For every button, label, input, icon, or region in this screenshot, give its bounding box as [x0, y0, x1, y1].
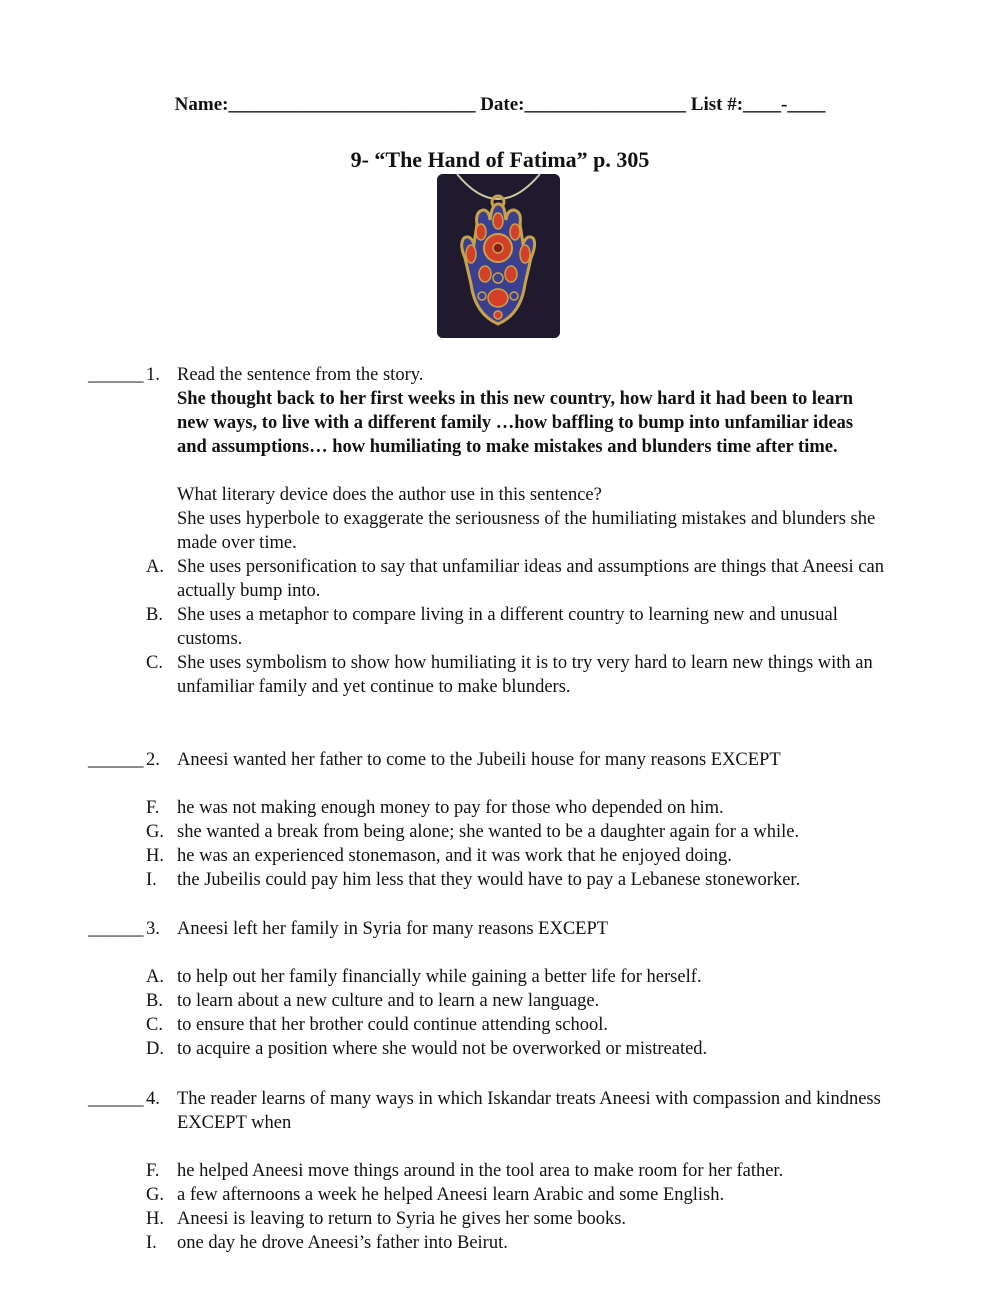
question-text-1: What literary device does the author use in this sentence?: [177, 485, 602, 505]
choice-letter: A.: [146, 557, 164, 577]
choice-text: she wanted a break from being alone; she wanted to be a daughter again for a while.: [177, 822, 800, 842]
question-number-2: 2.: [146, 750, 160, 770]
choice-letter: B.: [146, 991, 163, 1011]
choice-text: She uses symbolism to show how humiliating it is to try very hard to learn new things with an unfamiliar family and yet continue to make blunders.: [177, 653, 873, 697]
choice-2i[interactable]: [146, 868, 887, 892]
choice-letter: H.: [146, 846, 164, 866]
choice-4i[interactable]: [146, 1231, 887, 1255]
choice-letter: G.: [146, 822, 164, 842]
answer-blank-4[interactable]: ______: [88, 1089, 144, 1109]
question-prompt-1: Read the sentence from the story.: [177, 365, 424, 385]
story-quote: She thought back to her first weeks in this new country, how hard it had been to learn new ways, to live with a different family …how baffling to bump into unfamiliar ideas and assumptions… how humiliating to make mistakes and blunders time after time.: [177, 389, 854, 457]
choice-2g[interactable]: [146, 820, 887, 844]
choice-letter: F.: [146, 798, 160, 818]
answer-blank-1[interactable]: ______: [88, 365, 144, 385]
choice-text: a few afternoons a week he helped Aneesi learn Arabic and some English.: [177, 1185, 725, 1205]
choice-text: to ensure that her brother could continue attending school.: [177, 1015, 609, 1035]
choice-unlabeled: She uses hyperbole to exaggerate the seriousness of the humiliating mistakes and blunders she made over time.: [177, 509, 876, 553]
question-prompt-3: Aneesi left her family in Syria for many reasons EXCEPT: [177, 919, 609, 939]
choice-text: he was an experienced stonemason, and it was work that he enjoyed doing.: [177, 846, 732, 866]
page-title: 9- “The Hand of Fatima” p. 305: [350, 147, 650, 172]
choice-text: to acquire a position where she would not be overworked or mistreated.: [177, 1039, 708, 1059]
answer-blank-3[interactable]: ______: [88, 919, 144, 939]
answer-blank-2[interactable]: ______: [88, 750, 144, 770]
choice-1c[interactable]: [146, 651, 887, 699]
hamsa-pendant-image: [437, 174, 560, 338]
worksheet-header: [0, 94, 1000, 116]
choice-text: She uses a metaphor to compare living in a different country to learning new and unusual customs.: [177, 605, 838, 649]
choice-letter: B.: [146, 605, 163, 625]
choice-4f[interactable]: [146, 1159, 887, 1183]
choice-text: She uses personification to say that unfamiliar ideas and assumptions are things that Aneesi can actually bump into.: [177, 557, 884, 601]
question-3: [88, 917, 888, 1061]
choice-letter: I.: [146, 870, 157, 890]
choice-2h[interactable]: [146, 844, 887, 868]
question-2: [88, 748, 888, 892]
question-4: [88, 1087, 888, 1255]
choice-letter: G.: [146, 1185, 164, 1205]
choice-text: to help out her family financially while gaining a better life for herself.: [177, 967, 702, 987]
choice-text: the Jubeilis could pay him less that they would have to pay a Lebanese stoneworker.: [177, 870, 801, 890]
question-number-3: 3.: [146, 919, 160, 939]
question-1: [88, 363, 888, 699]
choice-3b[interactable]: [146, 989, 887, 1013]
choice-letter: F.: [146, 1161, 160, 1181]
choice-letter: A.: [146, 967, 164, 987]
choice-3a[interactable]: [146, 965, 887, 989]
choice-3c[interactable]: [146, 1013, 887, 1037]
choice-text: to learn about a new culture and to learn a new language.: [177, 991, 600, 1011]
choice-letter: C.: [146, 653, 163, 673]
choice-3d[interactable]: [146, 1037, 887, 1061]
question-number-4: 4.: [146, 1089, 160, 1109]
choice-text: Aneesi is leaving to return to Syria he gives her some books.: [177, 1209, 627, 1229]
choice-4g[interactable]: [146, 1183, 887, 1207]
choice-1b[interactable]: [146, 603, 887, 651]
choice-text: he helped Aneesi move things around in the tool area to make room for her father.: [177, 1161, 784, 1181]
question-prompt-4: The reader learns of many ways in which Iskandar treats Aneesi with compassion and kindness EXCEPT when: [177, 1089, 881, 1133]
choice-letter: C.: [146, 1015, 163, 1035]
choice-1a[interactable]: [146, 555, 887, 603]
choice-letter: I.: [146, 1233, 157, 1253]
choice-letter: H.: [146, 1209, 164, 1229]
choice-letter: D.: [146, 1039, 164, 1059]
date-field-label: Date:_________________: [480, 94, 691, 115]
question-number-1: 1.: [146, 365, 160, 385]
choice-text: one day he drove Aneesi’s father into Beirut.: [177, 1233, 508, 1253]
question-prompt-2: Aneesi wanted her father to come to the Jubeili house for many reasons EXCEPT: [177, 750, 781, 770]
choice-4h[interactable]: [146, 1207, 887, 1231]
list-number-field-label: List #:____-____: [690, 94, 826, 115]
choice-2f[interactable]: [146, 796, 887, 820]
name-field-label: Name:__________________________: [174, 94, 481, 115]
choice-text: he was not making enough money to pay for those who depended on him.: [177, 798, 724, 818]
hamsa-pendant-icon: [437, 174, 560, 338]
